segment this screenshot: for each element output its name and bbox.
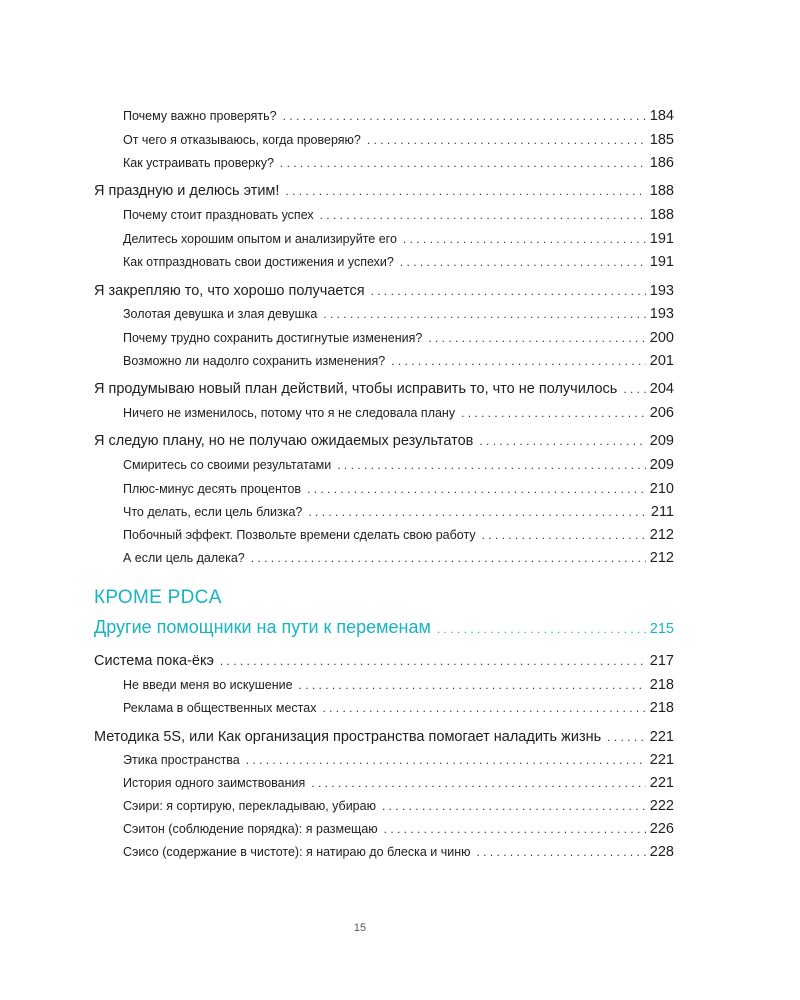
toc-entry-page: 191	[649, 254, 674, 270]
leader-dots	[323, 307, 646, 321]
toc-entry-title: Плюс-минус десять процентов	[123, 482, 302, 496]
section-page: 215	[649, 621, 674, 637]
toc-entry	[123, 775, 674, 791]
leader-dots	[220, 654, 646, 668]
leader-dots	[307, 482, 646, 496]
toc-entry	[123, 155, 674, 171]
toc-entry	[123, 550, 674, 566]
toc-entry-title: Как устраивать проверку?	[123, 156, 274, 170]
toc-entry-title: Сэири: я сортирую, перекладываю, убираю	[123, 799, 376, 813]
toc-entry-title: Почему трудно сохранить достигнутые изменения?	[123, 331, 423, 345]
toc-entry	[123, 752, 674, 768]
toc-entry-page: 226	[649, 821, 674, 837]
section-title-row	[94, 617, 674, 638]
toc-entry-title: Что делать, если цель близка?	[123, 505, 303, 519]
toc-entry-page: 222	[649, 798, 674, 814]
toc-entry	[123, 254, 674, 270]
toc-entry-page: 221	[649, 752, 674, 768]
toc-entry-page: 218	[649, 700, 674, 716]
leader-dots	[461, 406, 646, 420]
leader-dots	[251, 551, 646, 565]
toc-entry-title: История одного заимствования	[123, 776, 306, 790]
toc-entry	[123, 700, 674, 716]
toc-entry	[123, 353, 674, 369]
toc-entry-page: 211	[650, 504, 674, 520]
toc-entry	[123, 207, 674, 223]
toc-entry-title: Сэитон (соблюдение порядка): я размещаю	[123, 822, 378, 836]
toc-entry	[123, 457, 674, 473]
leader-dots	[299, 678, 646, 692]
toc-entry	[123, 527, 674, 543]
toc-entry	[123, 108, 674, 124]
leader-dots	[311, 776, 646, 790]
toc-entry	[123, 821, 674, 837]
toc-entry	[123, 330, 674, 346]
toc-chapter-title: Я следую плану, но не получаю ожидаемых результатов	[94, 433, 474, 449]
toc-entry	[123, 844, 674, 860]
toc-entry-page: 193	[649, 306, 674, 322]
toc-entry	[123, 677, 674, 693]
leader-dots	[623, 382, 645, 396]
toc-entry-page: 185	[649, 132, 674, 148]
leader-dots	[337, 458, 646, 472]
leader-dots	[391, 354, 646, 368]
toc-entry-page: 206	[649, 405, 674, 421]
toc-entry	[123, 231, 674, 247]
toc-chapter-title: Я продумываю новый план действий, чтобы исправить то, что не получилось	[94, 381, 618, 397]
toc-chapter	[94, 183, 674, 199]
leader-dots	[320, 208, 646, 222]
toc-entry	[123, 798, 674, 814]
toc-entry-title: Почему важно проверять?	[123, 109, 277, 123]
leader-dots	[285, 184, 645, 198]
toc-entry-title: От чего я отказываюсь, когда проверяю?	[123, 133, 361, 147]
leader-dots	[246, 753, 646, 767]
leader-dots	[322, 701, 645, 715]
toc-chapter-page: 193	[649, 283, 674, 299]
leader-dots	[367, 133, 646, 147]
leader-dots	[437, 622, 646, 636]
toc-entry-title: Возможно ли надолго сохранить изменения?	[123, 354, 386, 368]
toc-entry-page: 201	[649, 353, 674, 369]
toc-entry-page: 188	[649, 207, 674, 223]
toc-chapter-title: Система пока-ёкэ	[94, 653, 214, 669]
page-number: 15	[353, 922, 367, 934]
leader-dots	[283, 109, 646, 123]
leader-dots	[371, 284, 646, 298]
toc-entry-page: 228	[649, 844, 674, 860]
toc-chapter	[94, 283, 674, 299]
toc-entry-title: Побочный эффект. Позвольте времени сделать свою работу	[123, 528, 476, 542]
toc-entry-page: 218	[649, 677, 674, 693]
toc-chapter	[94, 653, 674, 669]
toc-entry-title: Ничего не изменилось, потому что я не следовала плану	[123, 406, 456, 420]
toc-entry-title: Реклама в общественных местах	[123, 701, 317, 715]
toc-entry-page: 210	[649, 481, 674, 497]
leader-dots	[479, 434, 645, 448]
toc-entry-title: Почему стоит праздновать успех	[123, 208, 314, 222]
toc-chapter-page: 209	[649, 433, 674, 449]
leader-dots	[403, 232, 646, 246]
toc-chapter-page: 204	[649, 381, 674, 397]
section-heading: КРОМЕ PDCA	[94, 587, 222, 608]
toc-chapter	[94, 381, 674, 397]
toc-chapter-title: Методика 5S, или Как организация пространства помогает наладить жизнь	[94, 729, 602, 745]
toc-entry-page: 212	[649, 550, 674, 566]
leader-dots	[428, 331, 645, 345]
toc-chapter	[94, 433, 674, 449]
toc-entry	[123, 405, 674, 421]
leader-dots	[308, 505, 647, 519]
toc-entry	[123, 504, 674, 520]
leader-dots	[477, 845, 646, 859]
toc-entry	[123, 306, 674, 322]
toc-entry-page: 184	[649, 108, 674, 124]
toc-entry-page: 209	[649, 457, 674, 473]
toc-entry-title: Смиритесь со своими результатами	[123, 458, 332, 472]
toc-chapter-page: 221	[649, 729, 674, 745]
toc-entry-title: Этика пространства	[123, 753, 240, 767]
toc-chapter-page: 217	[649, 653, 674, 669]
toc-chapter-title: Я закрепляю то, что хорошо получается	[94, 283, 365, 299]
leader-dots	[382, 799, 646, 813]
toc-entry-page: 200	[649, 330, 674, 346]
leader-dots	[280, 156, 646, 170]
toc-entry	[123, 132, 674, 148]
toc-entry-title: Сэисо (содержание в чистоте): я натираю до блеска и чиню	[123, 845, 471, 859]
toc-entry-page: 191	[649, 231, 674, 247]
toc-chapter	[94, 729, 674, 745]
leader-dots	[482, 528, 646, 542]
toc-entry-page: 221	[649, 775, 674, 791]
leader-dots	[400, 255, 646, 269]
leader-dots	[607, 730, 646, 744]
toc-entry-title: Как отпраздновать свои достижения и успехи?	[123, 255, 394, 269]
toc-entry-title: Не введи меня во искушение	[123, 678, 293, 692]
toc-entry-page: 212	[649, 527, 674, 543]
toc-entry-title: Золотая девушка и злая девушка	[123, 307, 318, 321]
toc-entry-page: 186	[649, 155, 674, 171]
toc-chapter-title: Я праздную и делюсь этим!	[94, 183, 280, 199]
toc-entry-title: А если цель далека?	[123, 551, 245, 565]
leader-dots	[384, 822, 646, 836]
toc-chapter-page: 188	[649, 183, 674, 199]
toc-entry	[123, 481, 674, 497]
section-title: Другие помощники на пути к переменам	[94, 617, 431, 637]
toc-entry-title: Делитесь хорошим опытом и анализируйте его	[123, 232, 397, 246]
